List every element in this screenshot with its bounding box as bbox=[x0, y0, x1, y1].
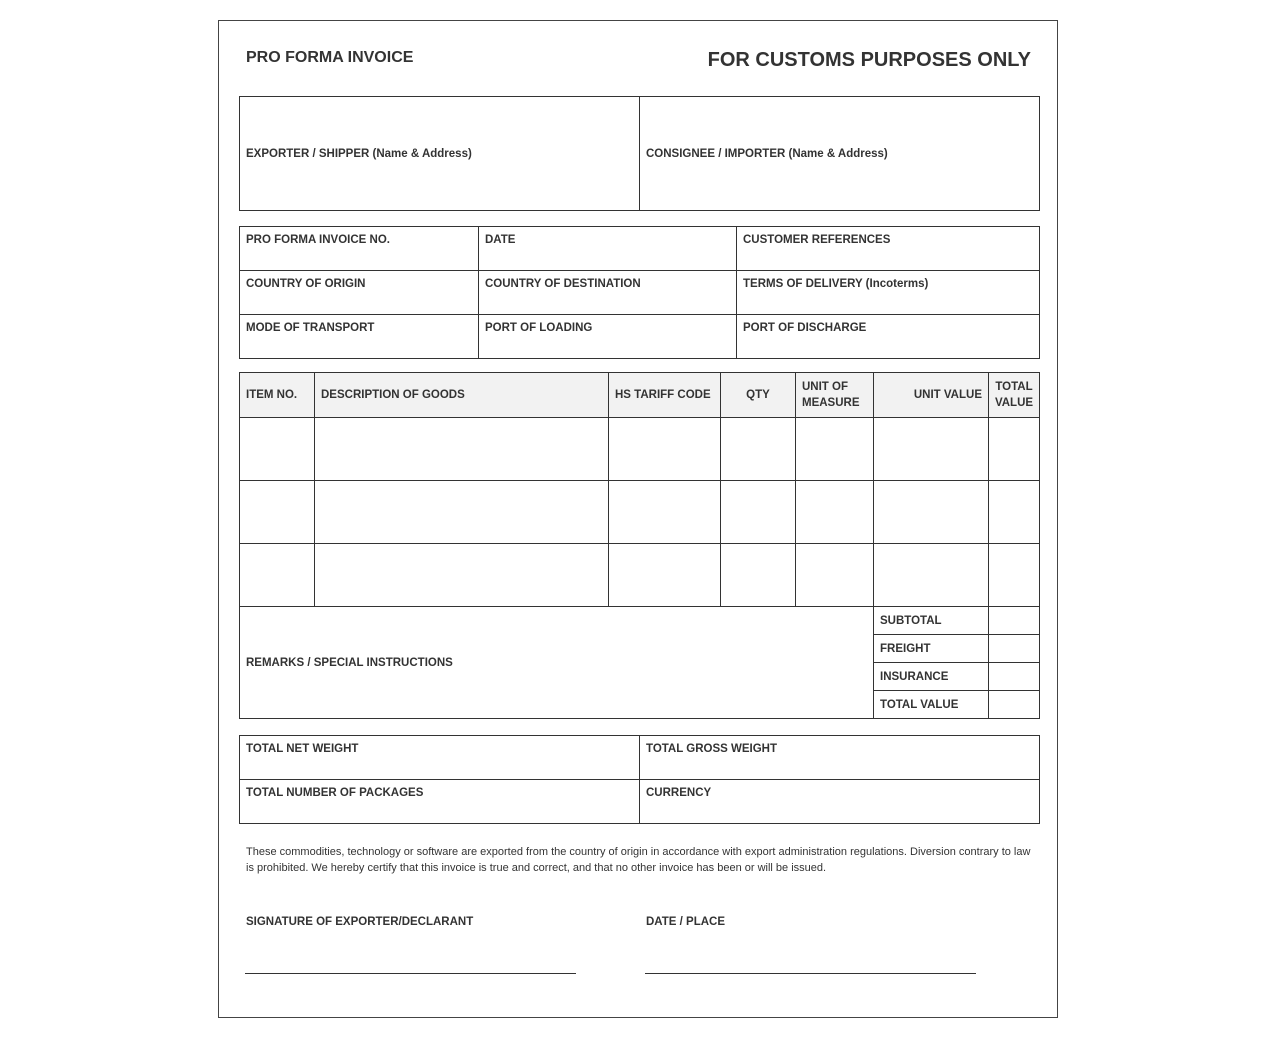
net-weight-label: TOTAL NET WEIGHT bbox=[246, 743, 359, 755]
mode-of-transport-field[interactable] bbox=[240, 315, 479, 359]
mode-of-transport-label: MODE OF TRANSPORT bbox=[246, 322, 375, 334]
currency-label: CURRENCY bbox=[646, 787, 712, 799]
customer-references-field[interactable] bbox=[737, 227, 1040, 271]
packages-label: TOTAL NUMBER OF PACKAGES bbox=[246, 787, 424, 799]
date-field[interactable] bbox=[479, 227, 737, 271]
date-place-line[interactable] bbox=[645, 973, 976, 974]
exporter-field[interactable] bbox=[240, 97, 640, 211]
qty-cell[interactable] bbox=[721, 418, 796, 481]
unit-value-cell[interactable] bbox=[874, 544, 989, 607]
description-cell[interactable] bbox=[315, 481, 609, 544]
country-of-destination-label: COUNTRY OF DESTINATION bbox=[485, 278, 641, 290]
column-header-total-value bbox=[989, 373, 1040, 418]
column-header-unit-of-measure bbox=[796, 373, 874, 418]
freight-value-field[interactable] bbox=[989, 635, 1040, 663]
port-of-loading-field[interactable] bbox=[479, 315, 737, 359]
insurance-value-field[interactable] bbox=[989, 663, 1040, 691]
packages-field[interactable] bbox=[240, 780, 640, 824]
total-value-line-1: TOTAL bbox=[995, 381, 1033, 393]
total-value-cell[interactable] bbox=[989, 481, 1040, 544]
items-header-row bbox=[240, 373, 1040, 418]
insurance-label: INSURANCE bbox=[874, 663, 989, 691]
description-cell[interactable] bbox=[315, 544, 609, 607]
column-header-item-no: ITEM NO. bbox=[240, 373, 315, 418]
item-no-cell[interactable] bbox=[240, 418, 315, 481]
terms-of-delivery-label: TERMS OF DELIVERY (Incoterms) bbox=[743, 278, 929, 290]
exporter-label: EXPORTER / SHIPPER (Name & Address) bbox=[246, 147, 472, 160]
gross-weight-label: TOTAL GROSS WEIGHT bbox=[646, 743, 777, 755]
column-header-unit-value: UNIT VALUE bbox=[874, 373, 989, 418]
country-of-origin-field[interactable] bbox=[240, 271, 479, 315]
terms-of-delivery-field[interactable] bbox=[737, 271, 1040, 315]
item-no-cell[interactable] bbox=[240, 544, 315, 607]
signature-label: SIGNATURE OF EXPORTER/DECLARANT bbox=[246, 916, 474, 928]
date-place-label: DATE / PLACE bbox=[646, 916, 726, 928]
declaration-text: These commodities, technology or software are exported from the country of origin in accordance with export administration regulations. Diversion contrary to law is prohibited. We hereby certify that this invoice is true and correct, and that no other invoice has been or will be issued. bbox=[246, 846, 1031, 874]
total-value-cell[interactable] bbox=[989, 418, 1040, 481]
subtotal-value-field[interactable] bbox=[989, 607, 1040, 635]
remarks-field[interactable] bbox=[240, 607, 874, 719]
qty-cell[interactable] bbox=[721, 481, 796, 544]
table-row bbox=[240, 481, 1040, 544]
signature-line[interactable] bbox=[245, 973, 576, 974]
country-of-origin-label: COUNTRY OF ORIGIN bbox=[246, 278, 366, 290]
total-value-line-2: VALUE bbox=[994, 397, 1034, 409]
total-value-label: TOTAL VALUE bbox=[874, 691, 989, 719]
items-table bbox=[239, 372, 1040, 719]
unit-of-measure-line-2: MEASURE bbox=[802, 397, 860, 409]
invoice-no-field[interactable] bbox=[240, 227, 479, 271]
net-weight-field[interactable] bbox=[240, 736, 640, 780]
invoice-no-label: PRO FORMA INVOICE NO. bbox=[246, 234, 390, 246]
unit-value-cell[interactable] bbox=[874, 418, 989, 481]
customer-references-label: CUSTOMER REFERENCES bbox=[743, 234, 891, 246]
remarks-label: REMARKS / SPECIAL INSTRUCTIONS bbox=[246, 656, 453, 669]
freight-label: FREIGHT bbox=[874, 635, 989, 663]
weights-table bbox=[239, 735, 1040, 824]
subtotal-label: SUBTOTAL bbox=[874, 607, 989, 635]
party-table bbox=[239, 96, 1040, 211]
port-of-discharge-field[interactable] bbox=[737, 315, 1040, 359]
port-of-loading-label: PORT OF LOADING bbox=[485, 322, 593, 334]
unit-of-measure-cell[interactable] bbox=[796, 418, 874, 481]
unit-value-cell[interactable] bbox=[874, 481, 989, 544]
hs-code-cell[interactable] bbox=[609, 544, 721, 607]
total-value-field[interactable] bbox=[989, 691, 1040, 719]
consignee-label: CONSIGNEE / IMPORTER (Name & Address) bbox=[646, 147, 888, 160]
currency-field[interactable] bbox=[640, 780, 1040, 824]
consignee-field[interactable] bbox=[640, 97, 1040, 211]
column-header-qty: QTY bbox=[721, 373, 796, 418]
unit-of-measure-cell[interactable] bbox=[796, 481, 874, 544]
unit-of-measure-cell[interactable] bbox=[796, 544, 874, 607]
qty-cell[interactable] bbox=[721, 544, 796, 607]
document-title: PRO FORMA INVOICE bbox=[246, 49, 414, 66]
country-of-destination-field[interactable] bbox=[479, 271, 737, 315]
column-header-hs-code: HS TARIFF CODE bbox=[609, 373, 721, 418]
table-row bbox=[240, 418, 1040, 481]
invoice-page bbox=[218, 20, 1058, 1018]
table-row bbox=[240, 544, 1040, 607]
column-header-description: DESCRIPTION OF GOODS bbox=[315, 373, 609, 418]
port-of-discharge-label: PORT OF DISCHARGE bbox=[743, 322, 867, 334]
unit-of-measure-line-1: UNIT OF bbox=[802, 381, 848, 393]
hs-code-cell[interactable] bbox=[609, 418, 721, 481]
gross-weight-field[interactable] bbox=[640, 736, 1040, 780]
total-value-cell[interactable] bbox=[989, 544, 1040, 607]
document-subtitle: FOR CUSTOMS PURPOSES ONLY bbox=[707, 49, 1031, 71]
item-no-cell[interactable] bbox=[240, 481, 315, 544]
description-cell[interactable] bbox=[315, 418, 609, 481]
details-table bbox=[239, 226, 1040, 359]
hs-code-cell[interactable] bbox=[609, 481, 721, 544]
date-label: DATE bbox=[485, 234, 516, 246]
